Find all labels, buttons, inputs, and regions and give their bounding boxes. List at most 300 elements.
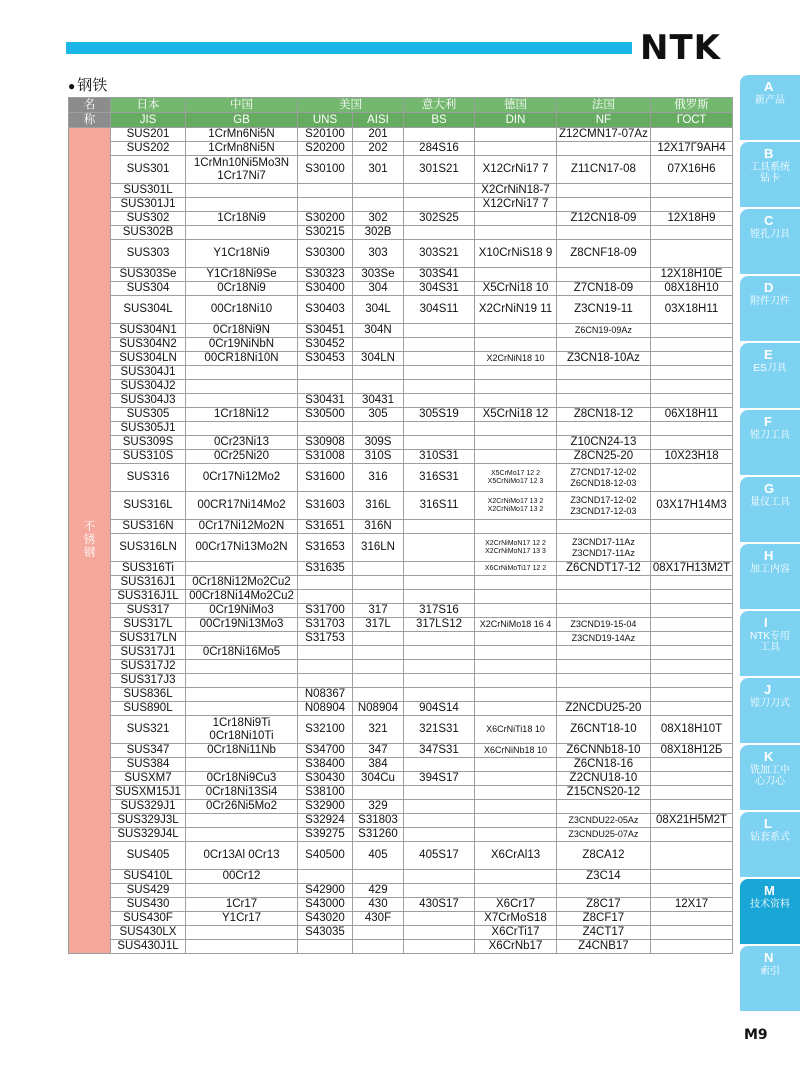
table-row: [69, 576, 733, 590]
table-cell: [650, 884, 732, 898]
table-cell: SUS316Ti: [111, 562, 186, 576]
table-cell: [298, 576, 353, 590]
table-cell: 08X21H5M2T: [650, 814, 732, 828]
table-cell: [186, 926, 298, 940]
table-cell: [353, 576, 404, 590]
table-cell: [475, 646, 557, 660]
side-tab-label: ES刀具: [753, 363, 787, 374]
table-cell: [475, 604, 557, 618]
table-cell: SUS316N: [111, 520, 186, 534]
table-row: [69, 464, 733, 492]
table-cell: [557, 674, 651, 688]
table-cell: [475, 268, 557, 282]
category-char: 钢: [83, 547, 96, 559]
table-cell: [557, 226, 651, 240]
table-cell: [186, 184, 298, 198]
side-tab-label: NTK专用工具: [750, 631, 790, 653]
table-cell: S31803: [353, 814, 404, 828]
table-row: [69, 268, 733, 282]
side-tab-letter: D: [764, 280, 774, 295]
side-tab-letter: I: [764, 615, 768, 630]
table-cell: Z6CNT18-10: [557, 716, 651, 744]
table-cell: 429: [353, 884, 404, 898]
table-cell: 316LN: [353, 534, 404, 562]
table-row: [69, 296, 733, 324]
table-cell: 08X18H10T: [650, 716, 732, 744]
table-cell: 12X18H10E: [650, 268, 732, 282]
side-tab-letter: M: [764, 883, 775, 898]
table-cell: 321S31: [404, 716, 475, 744]
table-cell: [298, 366, 353, 380]
side-tab-l[interactable]: [740, 812, 800, 877]
table-cell: 316S11: [404, 492, 475, 520]
table-cell: 0Cr25Ni20: [186, 450, 298, 464]
table-cell: Z3CND17-12-02 Z3CND17-12-03: [557, 492, 651, 520]
table-cell: 321: [353, 716, 404, 744]
table-cell: SUS201: [111, 128, 186, 142]
table-cell: [353, 940, 404, 954]
table-cell: [353, 590, 404, 604]
table-cell: [650, 534, 732, 562]
table-cell: 303S21: [404, 240, 475, 268]
table-cell: 0Cr17Ni12Mo2N: [186, 520, 298, 534]
table-cell: SUS329J1: [111, 800, 186, 814]
table-cell: S31260: [353, 828, 404, 842]
table-row: [69, 380, 733, 394]
table-cell: S38100: [298, 786, 353, 800]
table-cell: 08X17H13M2T: [650, 562, 732, 576]
table-cell: [650, 646, 732, 660]
table-cell: [404, 198, 475, 212]
table-cell: 317: [353, 604, 404, 618]
table-cell: [475, 366, 557, 380]
table-cell: 904S14: [404, 702, 475, 716]
table-cell: 202: [353, 142, 404, 156]
table-cell: [404, 926, 475, 940]
table-cell: [353, 366, 404, 380]
table-cell: [404, 912, 475, 926]
table-row: [69, 744, 733, 758]
table-cell: Z6CNNb18-10: [557, 744, 651, 758]
table-cell: 0Cr18Ni12Mo2Cu2: [186, 576, 298, 590]
table-cell: [404, 828, 475, 842]
table-cell: [557, 884, 651, 898]
table-cell: S30451: [298, 324, 353, 338]
table-cell: 08X18H10: [650, 282, 732, 296]
table-cell: [475, 450, 557, 464]
category-cell: [69, 128, 111, 954]
table-row: [69, 142, 733, 156]
table-cell: [186, 940, 298, 954]
side-tab-n[interactable]: [740, 946, 800, 1011]
table-cell: SUS301: [111, 156, 186, 184]
side-tab-g[interactable]: [740, 477, 800, 542]
table-cell: 302S25: [404, 212, 475, 226]
table-cell: S42900: [298, 884, 353, 898]
table-cell: [298, 184, 353, 198]
table-cell: 304L: [353, 296, 404, 324]
table-cell: SUS316LN: [111, 534, 186, 562]
table-cell: [353, 870, 404, 884]
table-cell: [557, 184, 651, 198]
table-cell: [650, 226, 732, 240]
table-cell: Z3CN18-10Az: [557, 352, 651, 366]
table-cell: [475, 324, 557, 338]
side-tab-d[interactable]: [740, 276, 800, 341]
table-cell: S31700: [298, 604, 353, 618]
table-cell: [298, 940, 353, 954]
table-row: [69, 632, 733, 646]
table-cell: Z8C17: [557, 898, 651, 912]
table-cell: SUS310S: [111, 450, 186, 464]
table-cell: 304S11: [404, 296, 475, 324]
table-cell: Z3C14: [557, 870, 651, 884]
table-cell: [650, 352, 732, 366]
table-cell: S38400: [298, 758, 353, 772]
table-cell: [186, 688, 298, 702]
table-cell: [404, 128, 475, 142]
table-cell: Z12CN18-09: [557, 212, 651, 226]
table-cell: 310S31: [404, 450, 475, 464]
table-cell: SUS317J3: [111, 674, 186, 688]
table-cell: [650, 422, 732, 436]
table-row: [69, 562, 733, 576]
table-cell: Z6CNDT17-12: [557, 562, 651, 576]
table-cell: 1Cr17: [186, 898, 298, 912]
table-cell: S32100: [298, 716, 353, 744]
table-cell: Y1Cr18Ni9: [186, 240, 298, 268]
header-gost: ГОСТ: [650, 113, 732, 128]
table-cell: [475, 212, 557, 226]
table-cell: [475, 688, 557, 702]
table-cell: N08904: [353, 702, 404, 716]
side-tab-label: 工具系统钻卡: [750, 162, 790, 184]
table-cell: S43035: [298, 926, 353, 940]
table-cell: X10CrNiS18 9: [475, 240, 557, 268]
header-din: DIN: [475, 113, 557, 128]
table-cell: [298, 198, 353, 212]
table-cell: [404, 338, 475, 352]
side-tab-b[interactable]: [740, 142, 800, 207]
table-cell: SUS347: [111, 744, 186, 758]
table-row: [69, 226, 733, 240]
table-cell: [475, 632, 557, 646]
table-cell: [650, 926, 732, 940]
header-aisi: AISI: [353, 113, 404, 128]
side-tab-i[interactable]: [740, 611, 800, 676]
table-cell: [475, 576, 557, 590]
side-tab-nav: [740, 75, 800, 1013]
table-cell: 0Cr18Ni9Cu3: [186, 772, 298, 786]
table-cell: [353, 646, 404, 660]
table-cell: SUS316L: [111, 492, 186, 520]
table-cell: S31635: [298, 562, 353, 576]
table-cell: [353, 660, 404, 674]
table-cell: [650, 394, 732, 408]
table-row: [69, 884, 733, 898]
table-cell: SUS301L: [111, 184, 186, 198]
side-tab-letter: C: [764, 213, 774, 228]
side-tab-f[interactable]: [740, 410, 800, 475]
header-china: 中国: [186, 98, 298, 113]
table-cell: X12CrNi17 7: [475, 156, 557, 184]
table-row: [69, 590, 733, 604]
table-cell: [186, 884, 298, 898]
table-cell: 1CrMn6Ni5N: [186, 128, 298, 142]
table-row: [69, 352, 733, 366]
table-cell: [298, 590, 353, 604]
table-cell: 405S17: [404, 842, 475, 870]
table-row: [69, 618, 733, 632]
table-cell: [557, 198, 651, 212]
table-row: [69, 940, 733, 954]
table-row: [69, 758, 733, 772]
table-row: [69, 408, 733, 422]
table-cell: [186, 660, 298, 674]
table-row: [69, 912, 733, 926]
table-cell: S30500: [298, 408, 353, 422]
table-cell: Z11CN17-08: [557, 156, 651, 184]
table-cell: [404, 422, 475, 436]
table-row: [69, 674, 733, 688]
table-cell: [186, 758, 298, 772]
table-cell: [298, 646, 353, 660]
table-cell: S34700: [298, 744, 353, 758]
side-tab-a[interactable]: [740, 75, 800, 140]
table-cell: SUS303: [111, 240, 186, 268]
table-cell: [557, 422, 651, 436]
table-cell: [404, 576, 475, 590]
table-cell: S30452: [298, 338, 353, 352]
table-cell: 430F: [353, 912, 404, 926]
table-cell: [404, 884, 475, 898]
table-cell: SUS316J1: [111, 576, 186, 590]
table-cell: [404, 940, 475, 954]
table-cell: [650, 758, 732, 772]
table-cell: [475, 814, 557, 828]
table-cell: [186, 702, 298, 716]
table-cell: 329: [353, 800, 404, 814]
table-cell: [650, 660, 732, 674]
table-cell: SUSXM15J1: [111, 786, 186, 800]
side-tab-letter: L: [764, 816, 772, 831]
table-row: [69, 604, 733, 618]
table-cell: [650, 618, 732, 632]
header-jis: JIS: [111, 113, 186, 128]
table-cell: X2CrNiMo17 13 2 X2CrNiMo17 13 2: [475, 492, 557, 520]
table-cell: 00CR18Ni10N: [186, 352, 298, 366]
table-row: [69, 870, 733, 884]
table-cell: [404, 786, 475, 800]
table-cell: 00Cr12: [186, 870, 298, 884]
table-cell: [404, 380, 475, 394]
header-france: 法国: [557, 98, 651, 113]
table-cell: 310S: [353, 450, 404, 464]
table-cell: SUS304J2: [111, 380, 186, 394]
table-cell: [404, 800, 475, 814]
table-cell: [186, 828, 298, 842]
side-tab-letter: H: [764, 548, 774, 563]
table-cell: 1CrMn10Ni5Mo3N 1Cr17Ni7: [186, 156, 298, 184]
side-tab-j[interactable]: [740, 678, 800, 743]
table-cell: SUS329J4L: [111, 828, 186, 842]
table-row: [69, 492, 733, 520]
table-cell: 284S16: [404, 142, 475, 156]
table-cell: Z8CN25-20: [557, 450, 651, 464]
table-cell: [557, 590, 651, 604]
table-cell: SUS316: [111, 464, 186, 492]
table-row: [69, 212, 733, 226]
table-cell: 201: [353, 128, 404, 142]
table-cell: [650, 240, 732, 268]
table-cell: SUS317J1: [111, 646, 186, 660]
table-row: [69, 926, 733, 940]
table-cell: 304S31: [404, 282, 475, 296]
table-row: [69, 520, 733, 534]
table-cell: Y1Cr17: [186, 912, 298, 926]
table-cell: 1CrMn8Ni5N: [186, 142, 298, 156]
table-cell: Z10CN24-13: [557, 436, 651, 450]
side-tab-label: 加工内容: [750, 564, 790, 575]
table-cell: [353, 786, 404, 800]
side-tab-letter: B: [764, 146, 774, 161]
table-cell: [557, 660, 651, 674]
table-cell: 07X16H6: [650, 156, 732, 184]
table-cell: [404, 660, 475, 674]
table-cell: [650, 324, 732, 338]
table-cell: SUS430J1L: [111, 940, 186, 954]
table-cell: SUS405: [111, 842, 186, 870]
table-cell: S30430: [298, 772, 353, 786]
table-cell: [650, 800, 732, 814]
side-tab-letter: F: [764, 414, 772, 429]
table-row: [69, 534, 733, 562]
side-tab-e[interactable]: [740, 343, 800, 408]
side-tab-label: 索引: [760, 966, 780, 977]
table-cell: Z7CND17-12-02 Z6CND18-12-03: [557, 464, 651, 492]
table-cell: X2CrNiMo18 16 4: [475, 618, 557, 632]
table-cell: Z4CT17: [557, 926, 651, 940]
side-tab-k[interactable]: [740, 745, 800, 810]
table-cell: 302B: [353, 226, 404, 240]
table-cell: 430S17: [404, 898, 475, 912]
table-cell: 0Cr18Ni9: [186, 282, 298, 296]
side-tab-letter: A: [764, 79, 774, 94]
table-cell: [650, 632, 732, 646]
table-cell: 303S41: [404, 268, 475, 282]
table-cell: [475, 674, 557, 688]
table-cell: [404, 184, 475, 198]
table-cell: X6CrNb17: [475, 940, 557, 954]
table-cell: Z3CN19-11: [557, 296, 651, 324]
table-row: [69, 324, 733, 338]
table-cell: 430: [353, 898, 404, 912]
table-cell: [404, 674, 475, 688]
table-cell: 316: [353, 464, 404, 492]
table-cell: S20100: [298, 128, 353, 142]
table-cell: 0Cr18Ni13Si4: [186, 786, 298, 800]
table-cell: X5CrNi18 10: [475, 282, 557, 296]
table-cell: [404, 324, 475, 338]
table-cell: SUS836L: [111, 688, 186, 702]
table-cell: Z7CN18-09: [557, 282, 651, 296]
table-cell: SUS890L: [111, 702, 186, 716]
table-cell: [475, 660, 557, 674]
table-cell: Z3CND17-11Az Z3CND17-11Az: [557, 534, 651, 562]
table-cell: 305S19: [404, 408, 475, 422]
table-row: [69, 702, 733, 716]
header-bar: [66, 42, 632, 54]
table-cell: SUS317L: [111, 618, 186, 632]
table-cell: [475, 380, 557, 394]
table-cell: [650, 366, 732, 380]
table-cell: [475, 758, 557, 772]
category-char: 不: [83, 521, 96, 533]
table-cell: [650, 674, 732, 688]
table-cell: SUS304J3: [111, 394, 186, 408]
side-tab-label: 铣加工中心刀心: [750, 765, 790, 787]
table-cell: SUS304L: [111, 296, 186, 324]
table-cell: 309S: [353, 436, 404, 450]
side-tab-m[interactable]: [740, 879, 800, 944]
table-cell: [650, 912, 732, 926]
table-cell: [404, 632, 475, 646]
table-cell: 304LN: [353, 352, 404, 366]
table-cell: S31651: [298, 520, 353, 534]
side-tab-h[interactable]: [740, 544, 800, 609]
table-cell: S30403: [298, 296, 353, 324]
table-cell: S31653: [298, 534, 353, 562]
table-cell: SUS303Se: [111, 268, 186, 282]
table-cell: SUS430: [111, 898, 186, 912]
side-tab-letter: N: [764, 950, 774, 965]
table-cell: S20200: [298, 142, 353, 156]
table-cell: [475, 870, 557, 884]
table-cell: SUS305: [111, 408, 186, 422]
side-tab-letter: G: [764, 481, 775, 496]
table-cell: SUS304J1: [111, 366, 186, 380]
table-cell: X7CrMoS18: [475, 912, 557, 926]
side-tab-c[interactable]: [740, 209, 800, 274]
table-cell: S30100: [298, 156, 353, 184]
table-cell: S31753: [298, 632, 353, 646]
table-cell: [650, 870, 732, 884]
table-cell: [650, 688, 732, 702]
table-cell: 0Cr17Ni12Mo2: [186, 464, 298, 492]
table-cell: 0Cr13Al 0Cr13: [186, 842, 298, 870]
table-cell: 304Cu: [353, 772, 404, 786]
table-cell: 317S16: [404, 604, 475, 618]
table-row: [69, 282, 733, 296]
table-cell: X5CrNi18 12: [475, 408, 557, 422]
table-cell: X12CrNi17 7: [475, 198, 557, 212]
table-cell: 0Cr18Ni9N: [186, 324, 298, 338]
table-cell: 00Cr18Ni14Mo2Cu2: [186, 590, 298, 604]
table-row: [69, 646, 733, 660]
table-cell: [650, 842, 732, 870]
table-cell: [353, 688, 404, 702]
table-cell: [353, 380, 404, 394]
table-cell: SUS429: [111, 884, 186, 898]
table-cell: S32900: [298, 800, 353, 814]
table-row: [69, 338, 733, 352]
header-nf: NF: [557, 113, 651, 128]
table-cell: [404, 758, 475, 772]
table-cell: SUS304: [111, 282, 186, 296]
table-cell: [404, 520, 475, 534]
table-cell: [650, 436, 732, 450]
table-cell: [186, 422, 298, 436]
